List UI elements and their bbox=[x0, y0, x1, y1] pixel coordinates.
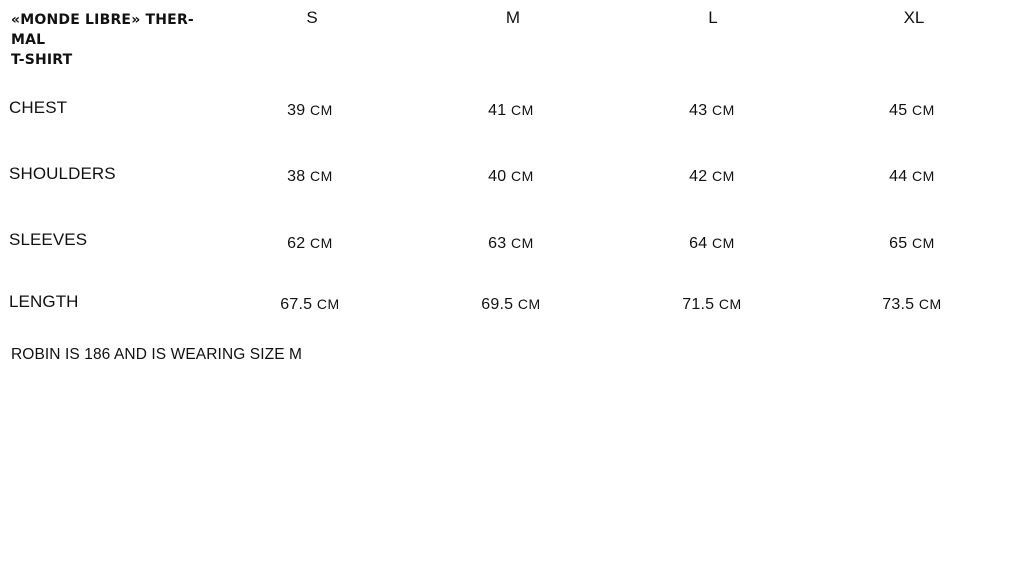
length-xl-value bbox=[852, 294, 972, 315]
size-header-xl: XL bbox=[903, 8, 925, 27]
row-label-shoulders: SHOULDERS bbox=[9, 164, 116, 183]
chest-m-value bbox=[451, 100, 571, 121]
product-title-line-2: MAL bbox=[11, 32, 46, 48]
measure-value: 41 bbox=[488, 102, 507, 119]
measure-value: 44 bbox=[889, 168, 908, 185]
length-s-value bbox=[250, 294, 370, 315]
size-header-s: S bbox=[306, 8, 318, 27]
product-title-line-3: T-SHIRT bbox=[11, 52, 73, 68]
measure-value: 42 bbox=[689, 168, 708, 185]
sleeves-l-value bbox=[652, 233, 772, 254]
chest-s-value bbox=[250, 100, 370, 121]
unit-label: CM bbox=[718, 296, 742, 312]
size-header-l: L bbox=[708, 8, 718, 27]
length-m-value bbox=[451, 294, 571, 315]
measure-value: 40 bbox=[488, 168, 507, 185]
shoulders-l-value bbox=[652, 166, 772, 187]
unit-label: CM bbox=[310, 235, 333, 251]
unit-label: CM bbox=[912, 235, 935, 251]
sleeves-m-value bbox=[451, 233, 571, 254]
sleeves-xl-value bbox=[852, 233, 972, 254]
row-label-sleeves: SLEEVES bbox=[9, 230, 88, 249]
measure-value: 62 bbox=[287, 235, 306, 252]
measure-value: 64 bbox=[689, 235, 708, 252]
unit-label: CM bbox=[316, 296, 340, 312]
row-label-chest: CHEST bbox=[9, 98, 68, 117]
unit-label: CM bbox=[712, 168, 735, 184]
unit-label: CM bbox=[511, 168, 534, 184]
unit-label: CM bbox=[517, 296, 541, 312]
measure-value: 65 bbox=[889, 235, 908, 252]
unit-label: CM bbox=[310, 168, 333, 184]
length-l-value bbox=[652, 294, 772, 315]
measure-value: 73.5 bbox=[882, 296, 915, 313]
chest-l-value bbox=[652, 100, 772, 121]
measure-value: 39 bbox=[287, 102, 306, 119]
shoulders-s-value bbox=[250, 166, 370, 187]
unit-label: CM bbox=[912, 102, 935, 118]
measure-value: 63 bbox=[488, 235, 507, 252]
chest-xl-value bbox=[852, 100, 972, 121]
row-label-length: LENGTH bbox=[9, 292, 79, 311]
measure-value: 71.5 bbox=[682, 296, 715, 313]
unit-label: CM bbox=[912, 168, 935, 184]
size-header-m: M bbox=[505, 8, 521, 27]
unit-label: CM bbox=[918, 296, 942, 312]
measure-value: 45 bbox=[889, 102, 908, 119]
sleeves-s-value bbox=[250, 233, 370, 254]
measure-value: 38 bbox=[287, 168, 306, 185]
product-title-line-1: «MONDE LIBRE» THER- bbox=[11, 12, 194, 28]
unit-label: CM bbox=[310, 102, 333, 118]
shoulders-xl-value bbox=[852, 166, 972, 187]
model-fit-note: ROBIN IS 186 AND IS WEARING SIZE M bbox=[11, 346, 303, 363]
unit-label: CM bbox=[712, 102, 735, 118]
unit-label: CM bbox=[712, 235, 735, 251]
unit-label: CM bbox=[511, 102, 534, 118]
measure-value: 69.5 bbox=[481, 296, 514, 313]
product-title bbox=[11, 10, 221, 70]
measure-value: 43 bbox=[689, 102, 708, 119]
unit-label: CM bbox=[511, 235, 534, 251]
shoulders-m-value bbox=[451, 166, 571, 187]
measure-value: 67.5 bbox=[280, 296, 313, 313]
